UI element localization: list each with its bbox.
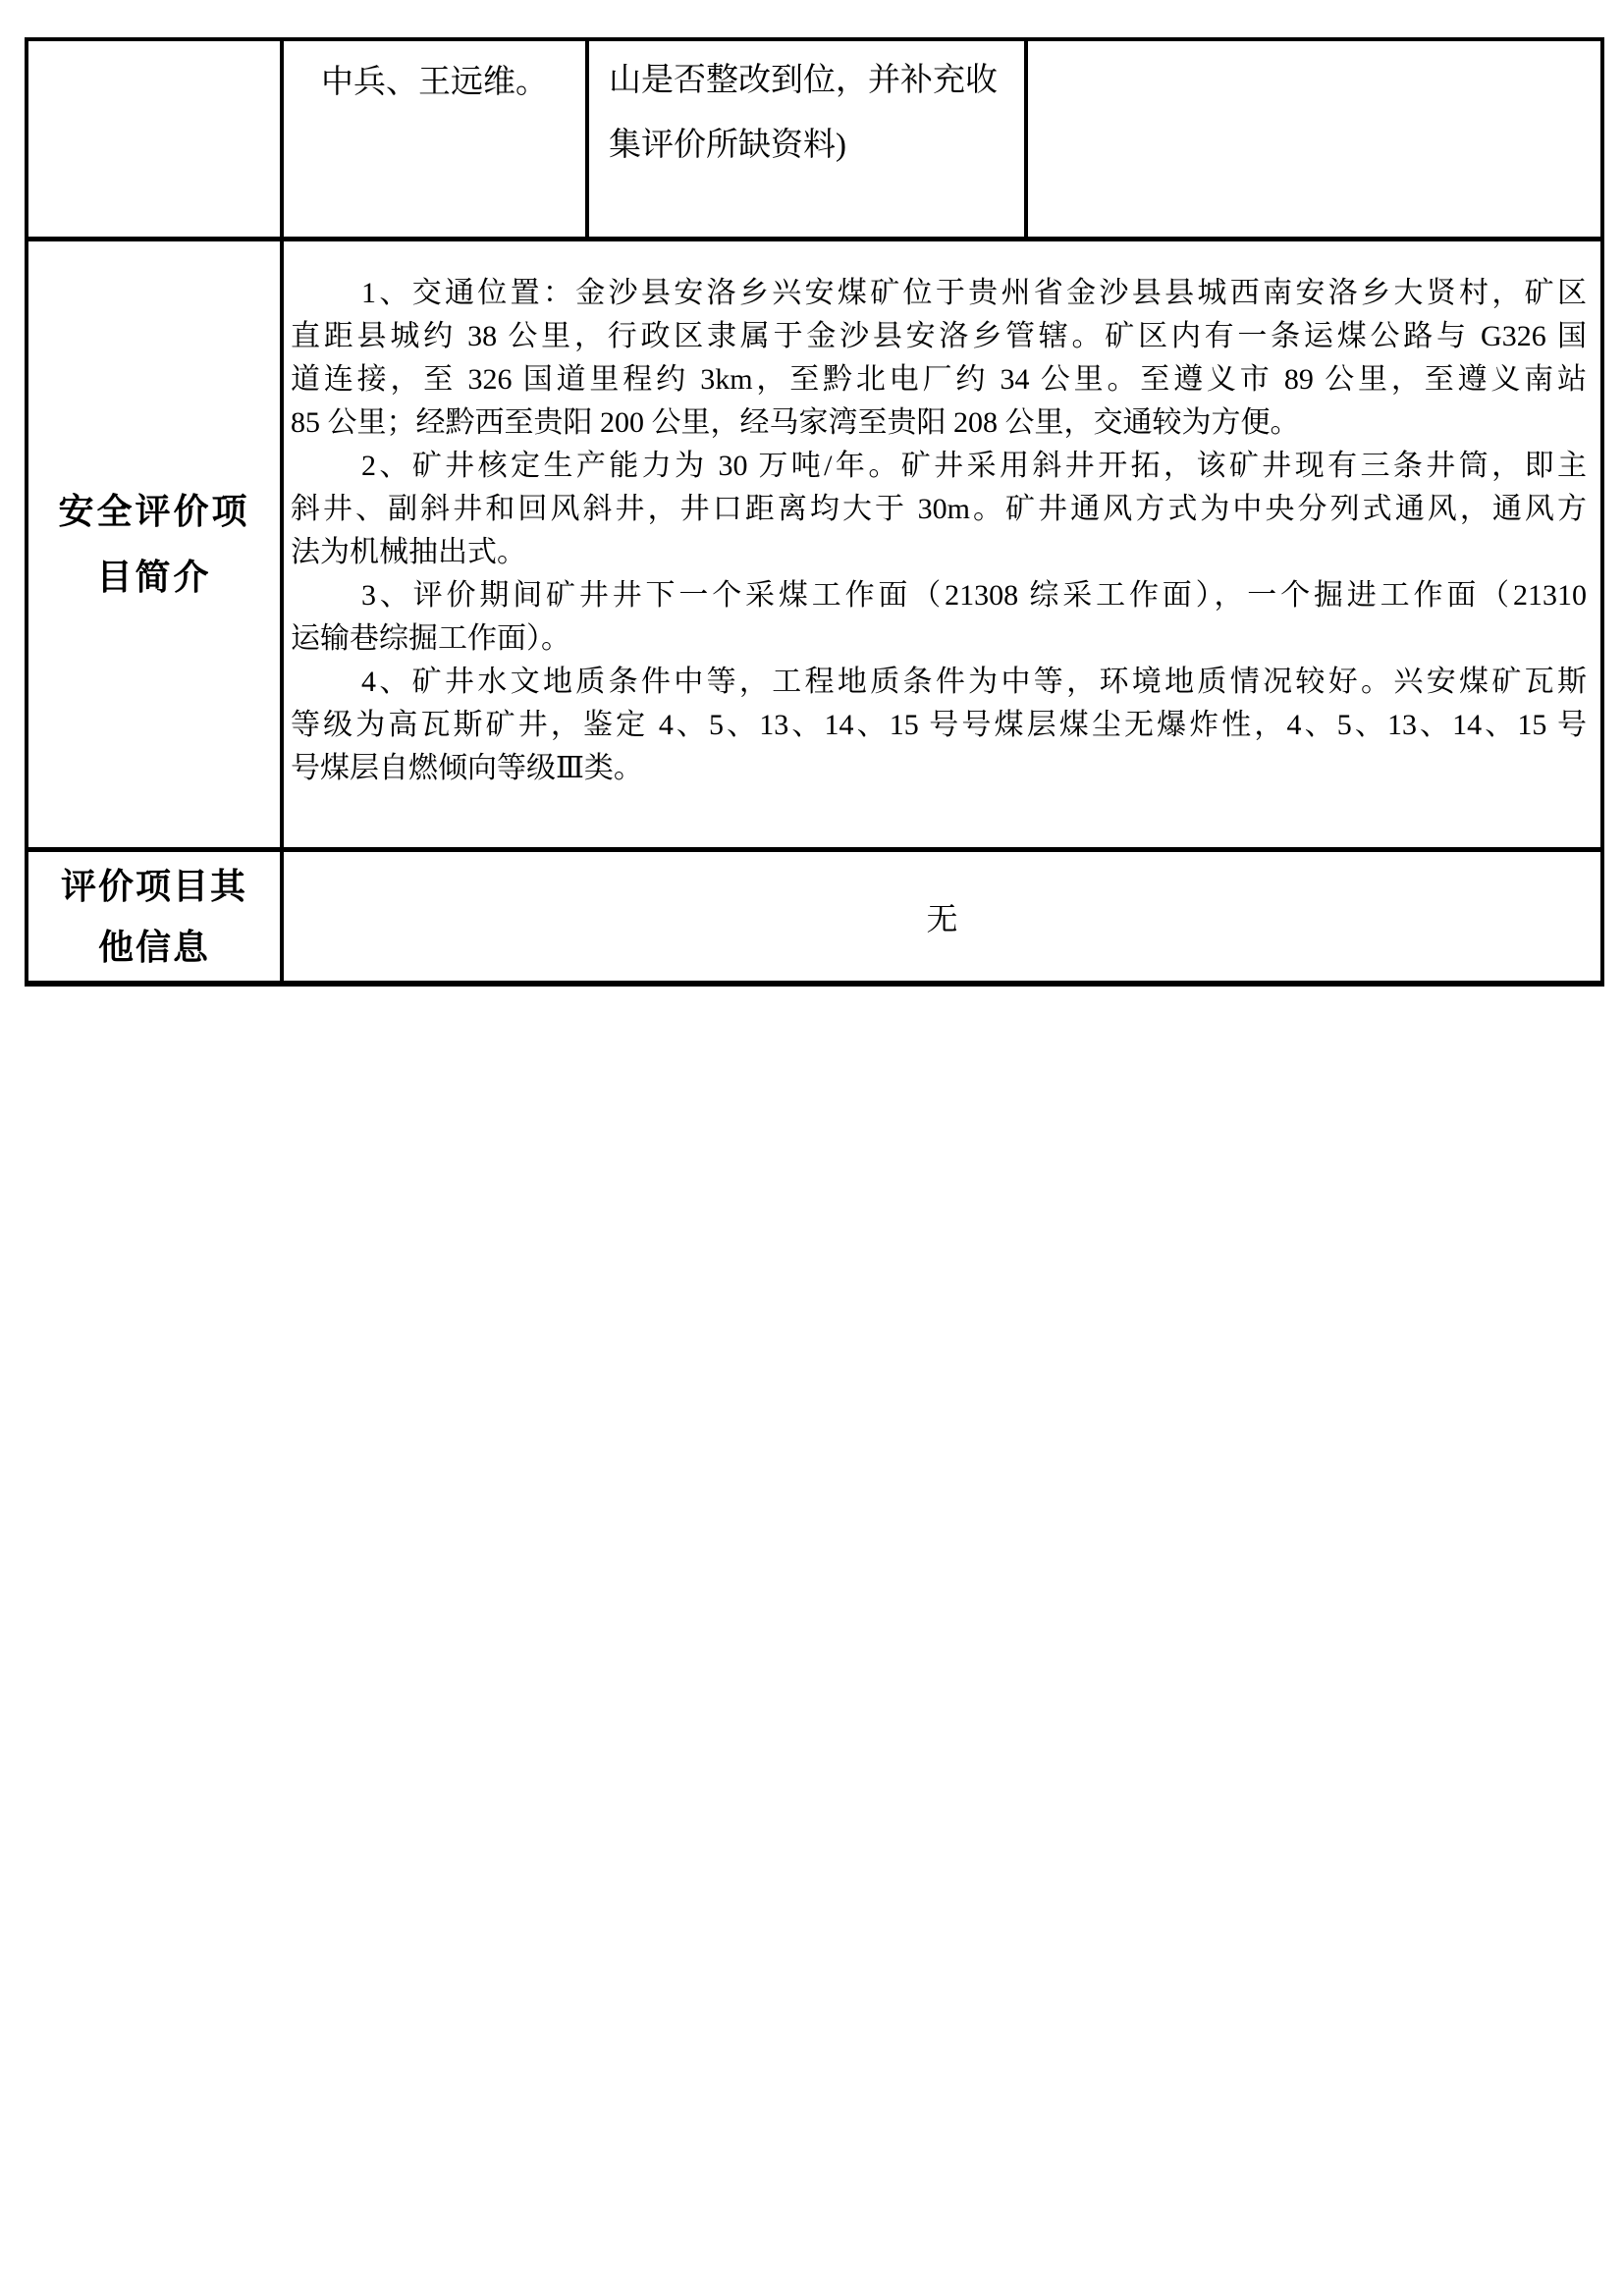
brief-paragraph-line: 道连接，至 326 国道里程约 3km，至黔北电厂约 34 公里。至遵义市 89 公里，至遵义南站 bbox=[291, 363, 1587, 396]
table-row-continuation bbox=[27, 39, 1602, 240]
brief-label-cell bbox=[27, 240, 282, 850]
brief-paragraph-line: 2、矿井核定生产能力为 30 万吨/年。矿井采用斜井开拓，该矿井现有三条井筒，即主 bbox=[361, 450, 1587, 482]
continuation-empty-cell bbox=[1026, 39, 1602, 240]
table-row-project-brief bbox=[27, 240, 1602, 850]
brief-paragraph-line: 号煤层自燃倾向等级Ⅲ类。 bbox=[291, 752, 643, 784]
brief-paragraph-line: 85 公里；经黔西至贵阳 200 公里，经马家湾至贵阳 208 公里，交通较为方便。 bbox=[291, 406, 1300, 439]
other-info-label-line: 他信息 bbox=[97, 927, 210, 967]
brief-paragraph-line: 3、评价期间矿井井下一个采煤工作面（21308 综采工作面），一个掘进工作面（21310 bbox=[361, 579, 1587, 612]
other-info-label-line: 评价项目其 bbox=[60, 866, 247, 906]
other-info-label-cell bbox=[27, 850, 282, 985]
brief-paragraph-line: 4、矿井水文地质条件中等，工程地质条件为中等，环境地质情况较好。兴安煤矿瓦斯 bbox=[361, 666, 1587, 698]
brief-paragraph-line: 等级为高瓦斯矿井，鉴定 4、5、13、14、15 号号煤层煤尘无爆炸性，4、5、13、14、15 号 bbox=[291, 709, 1587, 741]
remark-line: 山是否整改到位，并补充收 bbox=[609, 63, 998, 98]
brief-body-cell bbox=[282, 240, 1602, 850]
brief-label-line: 安全评价项 bbox=[58, 491, 250, 531]
remark-line: 集评价所缺资料) bbox=[609, 128, 846, 163]
brief-paragraph-line: 直距县城约 38 公里，行政区隶属于金沙县安洛乡管辖。矿区内有一条运煤公路与 G326 国 bbox=[291, 320, 1587, 352]
continuation-remark-cell bbox=[587, 39, 1026, 240]
brief-label-line: 目简介 bbox=[96, 557, 212, 597]
continuation-attendees-cell bbox=[282, 39, 587, 240]
brief-paragraph-line: 法为机械抽出式。 bbox=[291, 536, 526, 568]
brief-paragraph-line: 斜井、副斜井和回风斜井，井口距离均大于 30m。矿井通风方式为中央分列式通风，通风方 bbox=[291, 493, 1587, 525]
other-info-value-cell bbox=[282, 850, 1602, 985]
attendees-fragment-text: 中兵、王远维。 bbox=[321, 65, 548, 100]
evaluation-table bbox=[25, 37, 1604, 987]
other-info-value-text: 无 bbox=[926, 900, 958, 936]
brief-paragraph-line: 1、交通位置：金沙县安洛乡兴安煤矿位于贵州省金沙县县城西南安洛乡大贤村，矿区 bbox=[361, 277, 1587, 309]
table-row-other-info bbox=[27, 850, 1602, 985]
brief-paragraph-line: 运输巷综掘工作面）。 bbox=[291, 622, 570, 655]
continuation-label-cell-empty bbox=[27, 39, 282, 240]
